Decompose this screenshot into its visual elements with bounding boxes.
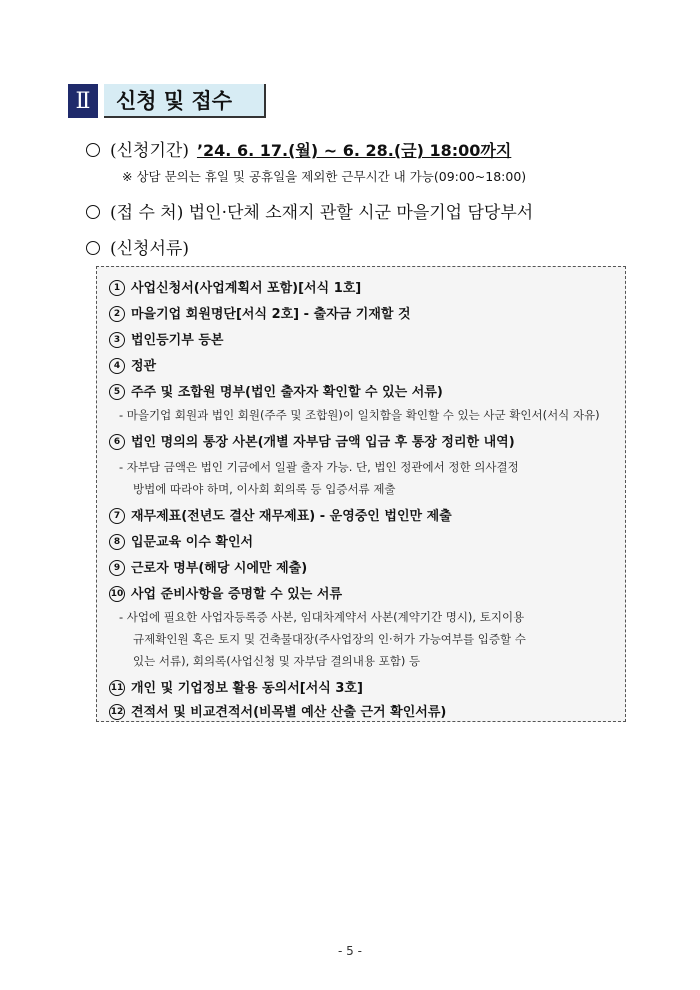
number-circle-icon: 9 — [109, 560, 125, 576]
document-item: 2 마을기업 회원명단[서식 2호] - 출자금 기재할 것 — [109, 303, 411, 323]
number-circle-icon: 3 — [109, 332, 125, 348]
reception-label: (접 수 처) — [110, 203, 184, 223]
number-circle-icon: 4 — [109, 358, 125, 374]
document-item: 10 사업 준비사항을 증명할 수 있는 서류 — [110, 587, 342, 602]
document-item: 4 정관 — [109, 355, 156, 375]
circle-bullet-icon — [86, 143, 100, 157]
document-item: 9 근로자 명부(해당 시에만 제출) — [109, 557, 307, 577]
circle-bullet-icon — [86, 205, 100, 219]
documents-box — [96, 266, 626, 722]
number-circle-icon: 1 — [109, 280, 125, 296]
item10-subnote-cont: 있는 서류), 회의록(사업신청 및 자부담 결의내용 포함) 등 — [133, 654, 421, 668]
page-number: - 5 - — [338, 944, 362, 958]
number-circle-icon: 11 — [109, 680, 125, 696]
document-item: 8 입문교육 이수 확인서 — [109, 531, 253, 551]
item6-subnote: - 자부담 금액은 법인 기금에서 일괄 출자 가능. 단, 법인 정관에서 정한 의사결정 — [119, 460, 519, 474]
document-item: 1 사업신청서(사업계획서 포함)[서식 1호] — [109, 277, 361, 297]
section-header — [68, 84, 266, 120]
number-circle-icon: 7 — [109, 508, 125, 524]
document-item: 7 재무제표(전년도 결산 재무제표) - 운영중인 법인만 제출 — [109, 505, 452, 525]
period-value: ’24. 6. 17.(월) ~ 6. 28.(금) 18:00까지 — [196, 141, 512, 160]
circle-bullet-icon — [86, 241, 100, 255]
item10-subnote: - 사업에 필요한 사업자등록증 사본, 임대차계약서 사본(계약기간 명시), 토지이용 — [119, 610, 525, 624]
item5-subnote: - 마을기업 회원과 법인 회원(주주 및 조합원)이 일치함을 확인할 수 있는 사군 확인서(서식 자유) — [119, 408, 600, 422]
number-circle-icon: 5 — [109, 384, 125, 400]
reception-row — [86, 198, 533, 223]
number-circle-icon: 8 — [109, 534, 125, 550]
number-circle-icon: 12 — [109, 704, 125, 720]
document-item: 5 주주 및 조합원 명부(법인 출자자 확인할 수 있는 서류) — [109, 381, 443, 401]
section-number: Ⅱ — [68, 84, 98, 118]
period-row — [86, 136, 511, 161]
item10-subnote-cont: 규제확인원 혹은 토지 및 건축물대장(주사업장의 인·허가 가능여부를 입증할 수 — [133, 632, 526, 646]
document-item: 6 법인 명의의 통장 사본(개별 자부담 금액 입금 후 통장 정리한 내역) — [109, 431, 515, 451]
number-circle-icon: 6 — [109, 434, 125, 450]
document-item: 3 법인등기부 등본 — [109, 329, 223, 349]
number-circle-icon: 10 — [109, 586, 125, 602]
document-item: 12 견적서 및 비교견적서(비목별 예산 산출 근거 확인서류) — [110, 705, 447, 720]
document-item: 11 개인 및 기업정보 활용 동의서[서식 3호] — [110, 681, 363, 696]
consultation-note: ※ 상담 문의는 휴일 및 공휴일을 제외한 근무시간 내 가능(09:00~18:00) — [122, 169, 527, 184]
reception-value: 법인·단체 소재지 관할 시군 마을기업 담당부서 — [188, 203, 534, 223]
section-title: 신청 및 접수 — [104, 84, 266, 118]
number-circle-icon: 2 — [109, 306, 125, 322]
period-label: (신청기간) — [110, 141, 189, 161]
item6-subnote-cont: 방법에 따라야 하며, 이사회 회의록 등 입증서류 제출 — [133, 482, 396, 496]
documents-row — [86, 234, 189, 259]
documents-label: (신청서류) — [110, 239, 189, 259]
